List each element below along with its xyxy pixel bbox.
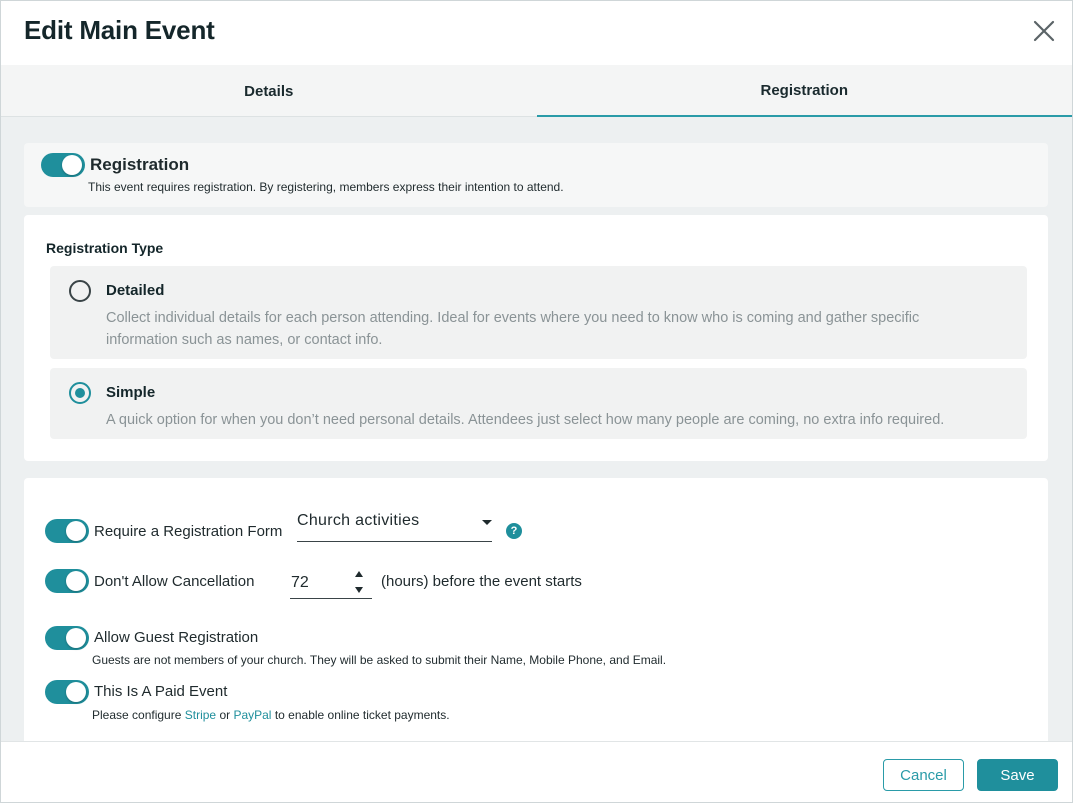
stepper-down-icon[interactable] bbox=[355, 587, 363, 593]
dialog-title: Edit Main Event bbox=[24, 15, 215, 45]
chevron-down-icon bbox=[482, 520, 492, 525]
save-button[interactable]: Save bbox=[977, 759, 1058, 791]
radio-selected-dot bbox=[75, 388, 85, 398]
paid-desc-prefix: Please configure bbox=[92, 708, 182, 722]
dialog-footer bbox=[1, 741, 1072, 803]
option-description: Collect individual details for each person attending. Ideal for events where you need to know who is coming and gather specific information such as names, or contact info. bbox=[106, 310, 920, 348]
tab-details[interactable]: Details bbox=[244, 82, 294, 100]
guest-registration-label: Allow Guest Registration bbox=[94, 629, 259, 646]
registration-form-select[interactable] bbox=[297, 508, 492, 542]
paid-event-label: This Is A Paid Event bbox=[94, 683, 228, 700]
no-cancellation-label: Don't Allow Cancellation bbox=[94, 573, 255, 590]
radio-simple[interactable] bbox=[69, 382, 91, 404]
registration-type-card bbox=[24, 215, 1048, 461]
registration-description: This event requires registration. By registering, members express their intention to attend. bbox=[88, 180, 564, 194]
toggle-knob bbox=[66, 628, 86, 648]
registration-form-value: Church activities bbox=[297, 512, 420, 529]
guest-registration-description: Guests are not members of your church. They will be asked to submit their Name, Mobile Phone, and Email. bbox=[92, 653, 667, 667]
toggle-knob bbox=[66, 571, 86, 591]
tab-bar bbox=[1, 65, 1072, 117]
cancel-button[interactable]: Cancel bbox=[883, 759, 964, 791]
paid-desc-suffix: to enable online ticket payments. bbox=[274, 708, 450, 722]
help-icon[interactable]: ? bbox=[506, 523, 522, 539]
radio-detailed[interactable] bbox=[69, 280, 91, 302]
require-form-toggle[interactable] bbox=[45, 519, 89, 543]
paid-desc-or: or bbox=[219, 708, 231, 722]
tab-registration[interactable]: Registration bbox=[537, 65, 1073, 117]
option-simple[interactable] bbox=[50, 368, 1027, 439]
option-detailed[interactable] bbox=[50, 266, 1027, 359]
toggle-knob bbox=[66, 682, 86, 702]
registration-type-label: Registration Type bbox=[46, 240, 164, 256]
paid-event-description bbox=[92, 708, 450, 722]
hours-stepper bbox=[354, 567, 366, 597]
cancellation-hours-input[interactable] bbox=[290, 565, 372, 599]
registration-title: Registration bbox=[90, 155, 190, 174]
toggle-knob bbox=[62, 155, 82, 175]
registration-options-card bbox=[24, 478, 1048, 741]
close-icon[interactable] bbox=[1032, 19, 1056, 43]
option-description: A quick option for when you don’t need personal details. Attendees just select how many people are coming, no extra info required. bbox=[106, 412, 945, 428]
no-cancellation-toggle[interactable] bbox=[45, 569, 89, 593]
cancellation-hours-value: 72 bbox=[291, 574, 309, 591]
registration-content bbox=[1, 118, 1072, 741]
option-title: Detailed bbox=[106, 282, 165, 299]
guest-registration-toggle[interactable] bbox=[45, 626, 89, 650]
paid-event-toggle[interactable] bbox=[45, 680, 89, 704]
option-title: Simple bbox=[106, 384, 156, 401]
paypal-link[interactable]: PayPal bbox=[233, 708, 272, 722]
registration-card bbox=[24, 143, 1048, 207]
stepper-up-icon[interactable] bbox=[355, 571, 363, 577]
hours-suffix-label: (hours) before the event starts bbox=[381, 573, 582, 590]
dialog-header bbox=[1, 1, 1072, 65]
require-form-label: Require a Registration Form bbox=[94, 523, 283, 540]
stripe-link[interactable]: Stripe bbox=[184, 708, 217, 722]
toggle-knob bbox=[66, 521, 86, 541]
registration-toggle[interactable] bbox=[41, 153, 85, 177]
